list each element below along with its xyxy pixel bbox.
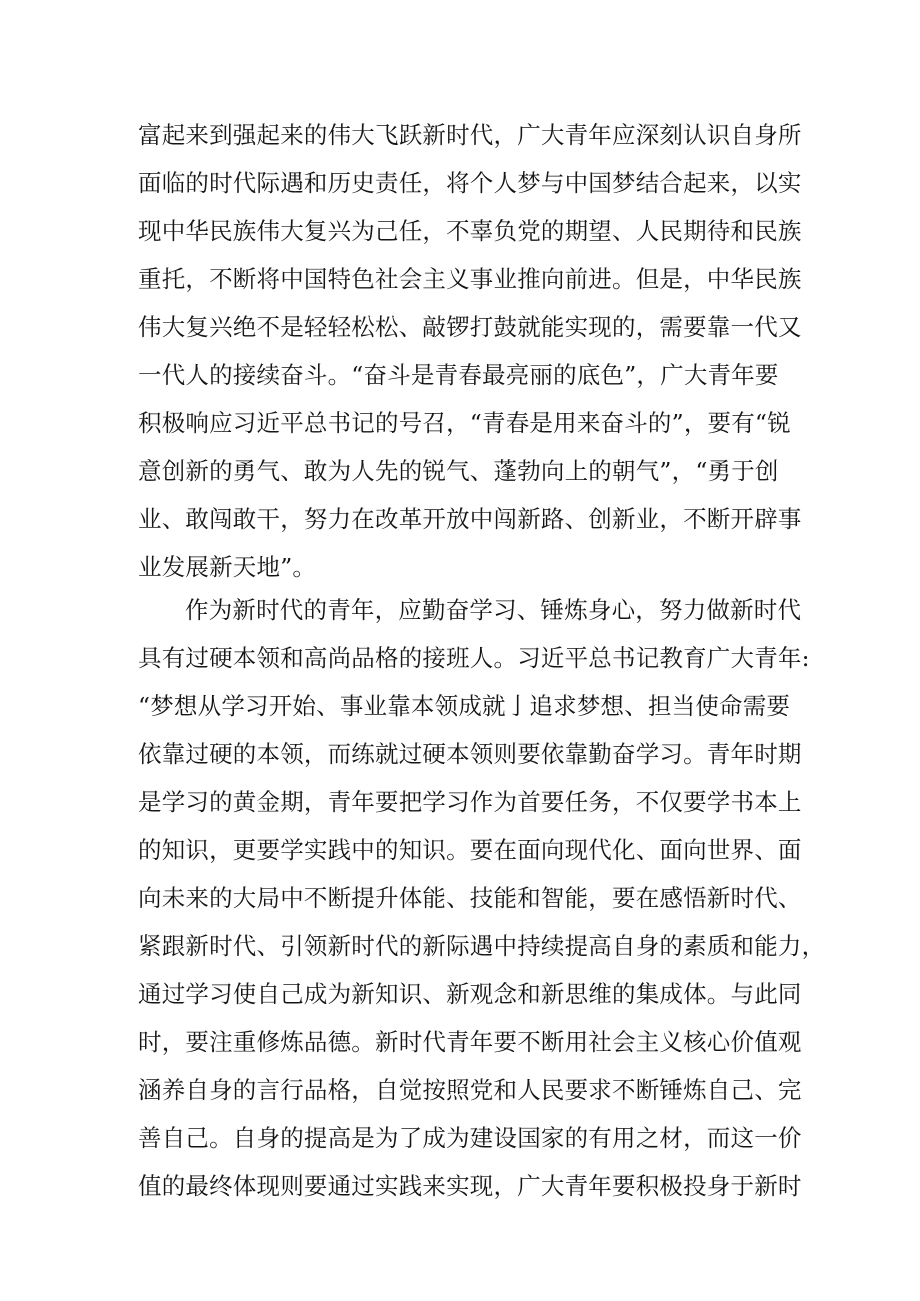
text-line: 通过学习使自己成为新知识、新观念和新思维的集成体。与此同 xyxy=(138,980,802,1008)
text-line: 现中华民族伟大复兴为己任，不辜负党的期望、人民期待和民族 xyxy=(138,217,802,245)
text-line: 向未来的大局中不断提升体能、技能和智能，要在感悟新时代、 xyxy=(138,884,802,912)
text-line: 值的最终体现则要通过实践来实现，广大青年要积极投身于新时 xyxy=(138,1172,802,1200)
text-line: 紧跟新时代、引领新时代的新际遇中持续提高自身的素质和能力， xyxy=(138,932,826,960)
text-line: 富起来到强起来的伟大飞跃新时代，广大青年应深刻认识自身所 xyxy=(138,121,802,149)
paragraph-1 xyxy=(138,111,802,591)
text-line: “梦想从学习开始、事业靠本领成就亅追求梦想、担当使命需要 xyxy=(138,692,791,720)
text-line: 面临的时代际遇和历史责任，将个人梦与中国梦结合起来，以实 xyxy=(138,169,802,197)
text-line: 具有过硬本领和高尚品格的接班人。习近平总书记教育广大青年: xyxy=(138,644,810,672)
text-line: 依靠过硬的本领，而练就过硬本领则要依靠勤奋学习。青年时期 xyxy=(138,740,802,768)
text-line: 伟大复兴绝不是轻轻松松、敲锣打鼓就能实现的，需要靠一代又 xyxy=(138,313,802,341)
text-line: 的知识，更要学实践中的知识。要在面向现代化、面向世界、面 xyxy=(138,836,802,864)
text-line: 时，要注重修炼品德。新时代青年要不断用社会主义核心价值观 xyxy=(138,1028,802,1056)
text-line: 业发展新天地”。 xyxy=(138,553,317,581)
text-line: 涵养自身的言行品格，自觉按照党和人民要求不断锤炼自己、完 xyxy=(138,1076,802,1104)
paragraph-2 xyxy=(138,586,826,1210)
text-line: 业、敢闯敢干，努力在改革开放中闯新路、创新业，不断开辟事 xyxy=(138,505,802,533)
text-line: 意创新的勇气、敢为人先的锐气、蓬勃向上的朝气”，“勇于创 xyxy=(138,457,779,485)
text-line: 积极响应习近平总书记的号召，“青春是用来奋斗的”，要有“锐 xyxy=(138,409,791,437)
text-line: 善自己。自身的提高是为了成为建设国家的有用之材，而这一价 xyxy=(138,1124,802,1152)
text-line: 是学习的黄金期，青年要把学习作为首要任务，不仅要学书本上 xyxy=(138,788,802,816)
text-line: 重托，不断将中国特色社会主义事业推向前进。但是，中华民族 xyxy=(138,265,802,293)
text-line: 一代人的接续奋斗。“奋斗是青春最亮丽的底色”，广大青年要 xyxy=(138,361,779,389)
text-line: 作为新时代的青年，应勤奋学习、锤炼身心，努力做新时代 xyxy=(185,596,802,624)
